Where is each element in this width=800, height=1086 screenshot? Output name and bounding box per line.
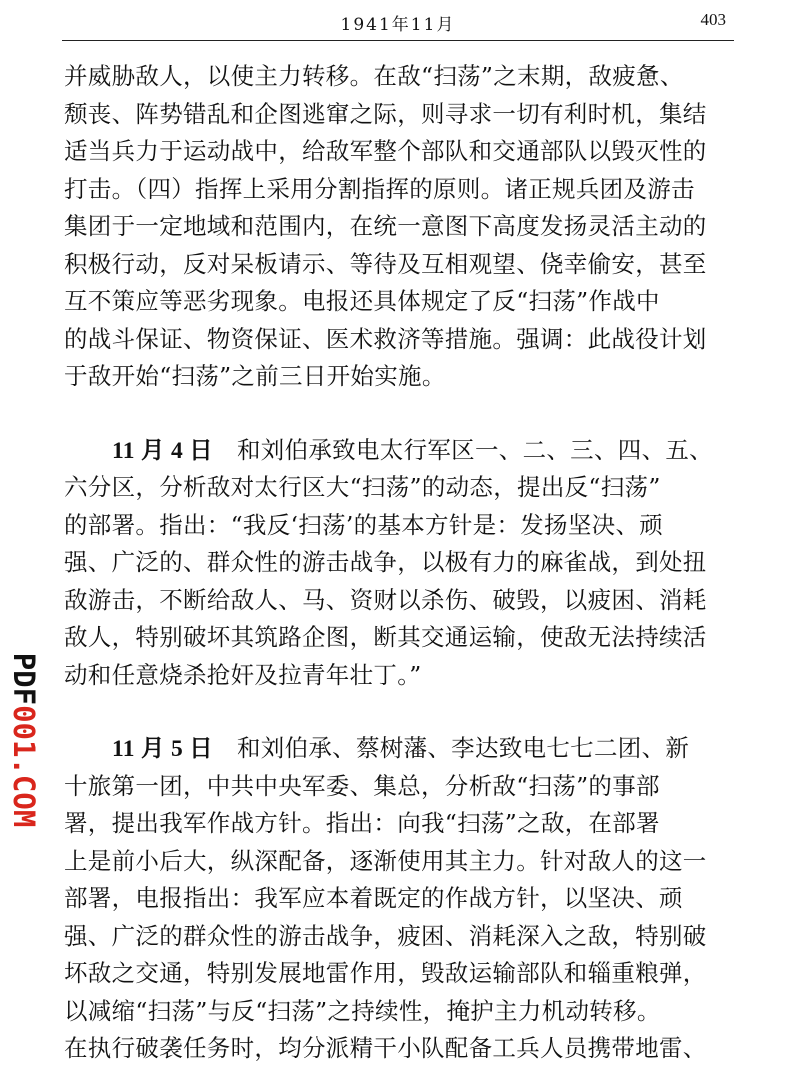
text-line: 动和任意烧杀抢奸及拉青年壮丁。” [64, 660, 422, 689]
entry-nov-4 [64, 432, 736, 695]
running-title: 1941年11月 [340, 15, 456, 35]
entry-first-line [64, 730, 736, 768]
paragraph-spacer [64, 396, 736, 432]
entry-first-line [64, 432, 736, 470]
text-line: 的部署。指出：“我反‘扫荡’的基本方针是：发扬坚决、顽 [64, 510, 664, 539]
text-line: 积极行动，反对呆板请示、等待及互相观望、侥幸偷安，甚至 [64, 249, 707, 278]
text-line: 部署，电报指出：我军应本着既定的作战方针，以坚决、顽 [64, 884, 683, 912]
text-line: 坏敌之交通，特别发展地雷作用，毁敌运输部队和辎重粮弹， [64, 959, 707, 987]
text-line: 强、广泛的群众性的游击战争，疲困、消耗深入之敌，特别破 [64, 921, 707, 950]
text-line: 颓丧、阵势错乱和企图逃窜之际，则寻求一切有利时机，集结 [64, 99, 707, 128]
text-line: 署，提出我军作战方针。指出：向我“扫荡”之敌，在部署 [64, 809, 660, 837]
text-line: 上是前小后大，纵深配备，逐渐使用其主力。针对敌人的这一 [64, 846, 707, 875]
text-line: 适当兵力于运动战中，给敌军整个部队和交通部队以毁灭性的 [64, 137, 707, 165]
watermark-part-a: PDF [7, 652, 41, 706]
text-line: 的战斗保证、物资保证、医术救济等措施。强调：此战役计划 [64, 324, 707, 353]
text-line: 敌游击，不断给敌人、马、资财以杀伤、破毁，以疲困、消耗 [64, 585, 707, 614]
watermark [4, 650, 44, 830]
text-line: 六分区，分析敌对太行区大“扫荡”的动态，提出反“扫荡” [64, 473, 661, 501]
text-line: 并威胁敌人，以使主力转移。在敌“扫荡”之末期，敌疲惫、 [64, 62, 684, 90]
entry-nov-5 [64, 730, 736, 1068]
text-line: 和刘伯承致电太行军区一、二、三、四、五、 [236, 435, 713, 464]
text-line: 以减缩“扫荡”与反“扫荡”之持续性，掩护主力机动转移。 [64, 996, 661, 1025]
text-line: 在执行破袭任务时，均分派精干小队配备工兵人员携带地雷、 [64, 1034, 707, 1062]
page-number: 403 [700, 10, 726, 29]
page-header [62, 0, 734, 41]
entry-date: 11 月 4 日 [112, 437, 213, 464]
text-line: 打击。（四）指挥上采用分割指挥的原则。诸正规兵团及游击 [64, 174, 695, 203]
text-line: 集团于一定地域和范围内，在统一意图下高度发扬灵活主动的 [64, 212, 707, 240]
text-line: 十旅第一团，中共中央军委、集总，分析敌“扫荡”的事部 [64, 771, 660, 800]
text-line: 于敌开始“扫荡”之前三日开始实施。 [64, 362, 446, 390]
paragraph-spacer [64, 694, 736, 730]
page-body [64, 58, 736, 1068]
text-line: 互不策应等恶劣现象。电报还具体规定了反“扫荡”作战中 [64, 287, 660, 315]
text-line: 和刘伯承、蔡树藩、李达致电七七二团、新 [236, 734, 690, 762]
watermark-text [7, 653, 41, 828]
entry-date: 11 月 5 日 [112, 736, 213, 762]
text-line: 敌人，特别破坏其筑路企图，断其交通运输，使敌无法持续活 [64, 623, 707, 651]
paragraph-continuation [64, 58, 736, 396]
watermark-part-b: 001.COM [7, 705, 41, 828]
text-line: 强、广泛的、群众性的游击战争，以极有力的麻雀战，到处扭 [64, 548, 707, 576]
